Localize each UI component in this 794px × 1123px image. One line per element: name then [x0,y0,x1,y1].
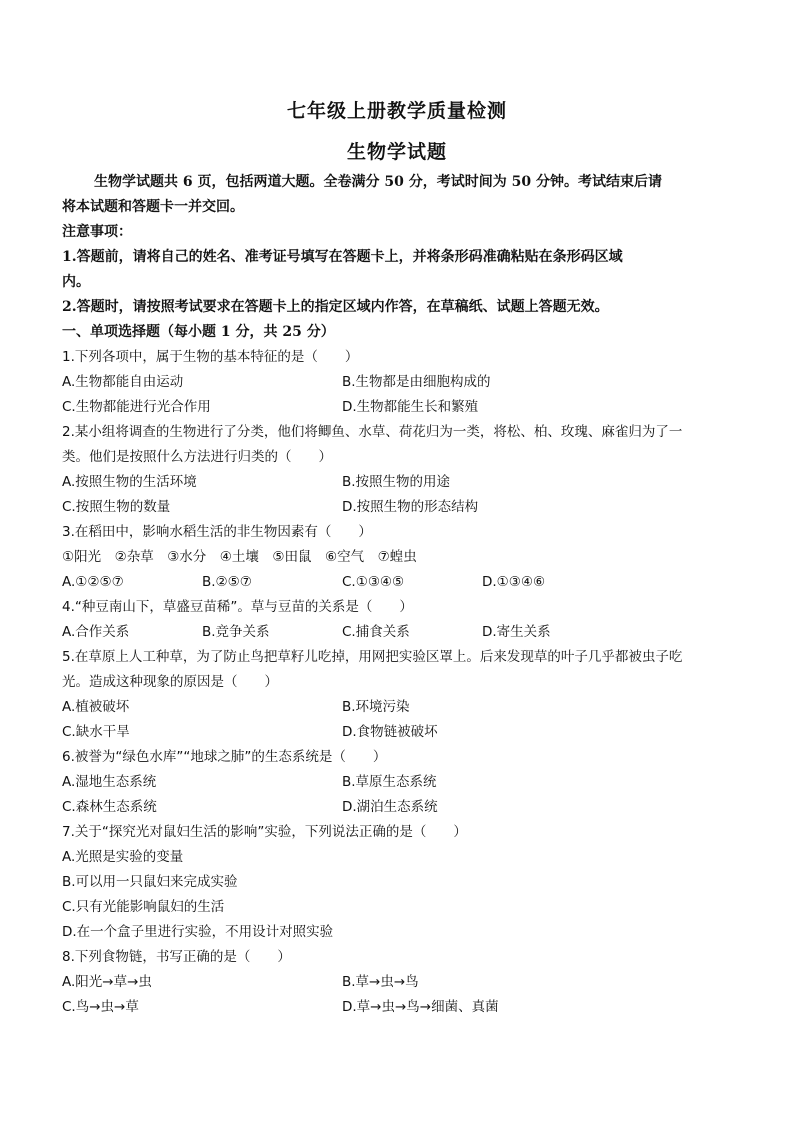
question-7-option-c: C.只有光能影响鼠妇的生活 [62,899,225,915]
question-2-option-a: A.按照生物的生活环境 [62,474,197,490]
question-4-option-d: D.寄生关系 [482,624,551,640]
question-1-option-b: B.生物都是由细胞构成的 [342,374,491,390]
notice-item-1-line-1: 1.答题前，请将自己的姓名、准考证号填写在答题卡上，并将条形码准确粘贴在条形码区域 [62,249,623,265]
question-1-option-c: C.生物都能进行光合作用 [62,399,211,415]
question-5-option-d: D.食物链被破坏 [342,724,438,740]
question-2-option-b: B.按照生物的用途 [342,474,451,490]
question-4-option-a: A.合作关系 [62,624,130,640]
question-8-option-a: A.阳光→草→虫 [62,974,152,990]
question-4-option-c: C.捕食关系 [342,624,410,640]
intro-line-1: 生物学试题共 6 页，包括两道大题。全卷满分 50 分，考试时间为 50 分钟。考试结束后请 [94,174,662,190]
question-6-option-b: B.草原生态系统 [342,774,437,790]
question-2-stem-line-2: 类。他们是按照什么方法进行归类的（ ） [62,449,332,465]
question-5-option-c: C.缺水干旱 [62,724,130,740]
question-2-option-c: C.按照生物的数量 [62,499,171,515]
notice-item-1-line-2: 内。 [62,274,90,290]
section-1-heading: 一、单项选择题（每小题 1 分，共 25 分） [62,324,335,340]
question-2-stem-line-1: 2.某小组将调查的生物进行了分类，他们将鲫鱼、水草、荷花归为一类，将松、柏、玫瑰、麻雀归为了一 [62,424,683,440]
question-8-option-b: B.草→虫→鸟 [342,974,419,990]
exam-title: 七年级上册教学质量检测 [286,100,507,122]
question-1-stem: 1.下列各项中，属于生物的基本特征的是（ ） [62,349,359,365]
question-7-option-a: A.光照是实验的变量 [62,849,184,865]
question-3-factor-list: ①阳光 ②杂草 ③水分 ④土壤 ⑤田鼠 ⑥空气 ⑦蝗虫 [62,549,417,565]
exam-subtitle: 生物学试题 [346,141,447,163]
question-4-option-b: B.竞争关系 [202,624,270,640]
question-5-option-a: A.植被破坏 [62,699,130,715]
question-1-option-d: D.生物都能生长和繁殖 [342,399,479,415]
question-1-option-a: A.生物都能自由运动 [62,374,184,390]
question-3-stem: 3.在稻田中，影响水稻生活的非生物因素有（ ） [62,524,372,540]
intro-line-2: 将本试题和答题卡一并交回。 [62,199,244,215]
question-3-option-b: B.②⑤⑦ [202,574,252,590]
question-3-option-d: D.①③④⑥ [482,574,546,590]
question-7-stem: 7.关于“探究光对鼠妇生活的影响”实验，下列说法正确的是（ ） [62,824,467,840]
notice-item-2: 2.答题时，请按照考试要求在答题卡上的指定区域内作答，在草稿纸、试题上答题无效。 [62,299,609,315]
question-6-option-d: D.湖泊生态系统 [342,799,438,815]
question-5-option-b: B.环境污染 [342,699,410,715]
question-3-option-c: C.①③④⑤ [342,574,405,590]
question-6-option-c: C.森林生态系统 [62,799,157,815]
question-5-stem-line-2: 光。造成这种现象的原因是（ ） [62,674,278,690]
question-8-stem: 8.下列食物链，书写正确的是（ ） [62,949,291,965]
question-8-option-c: C.鸟→虫→草 [62,999,139,1015]
question-6-option-a: A.湿地生态系统 [62,774,157,790]
question-6-stem: 6.被誉为“绿色水库”“地球之肺”的生态系统是（ ） [62,749,387,765]
notice-heading: 注意事项： [62,224,132,240]
question-3-option-a: A.①②⑤⑦ [62,574,124,590]
question-8-option-d: D.草→虫→鸟→细菌、真菌 [342,999,499,1015]
question-7-option-d: D.在一个盒子里进行实验，不用设计对照实验 [62,924,334,940]
question-5-stem-line-1: 5.在草原上人工种草，为了防止鸟把草籽儿吃掉，用网把实验区罩上。后来发现草的叶子几乎都被虫子吃 [62,649,683,665]
question-4-stem: 4.“种豆南山下，草盛豆苗稀”。草与豆苗的关系是（ ） [62,599,413,615]
question-2-option-d: D.按照生物的形态结构 [342,499,479,515]
question-7-option-b: B.可以用一只鼠妇来完成实验 [62,874,238,890]
